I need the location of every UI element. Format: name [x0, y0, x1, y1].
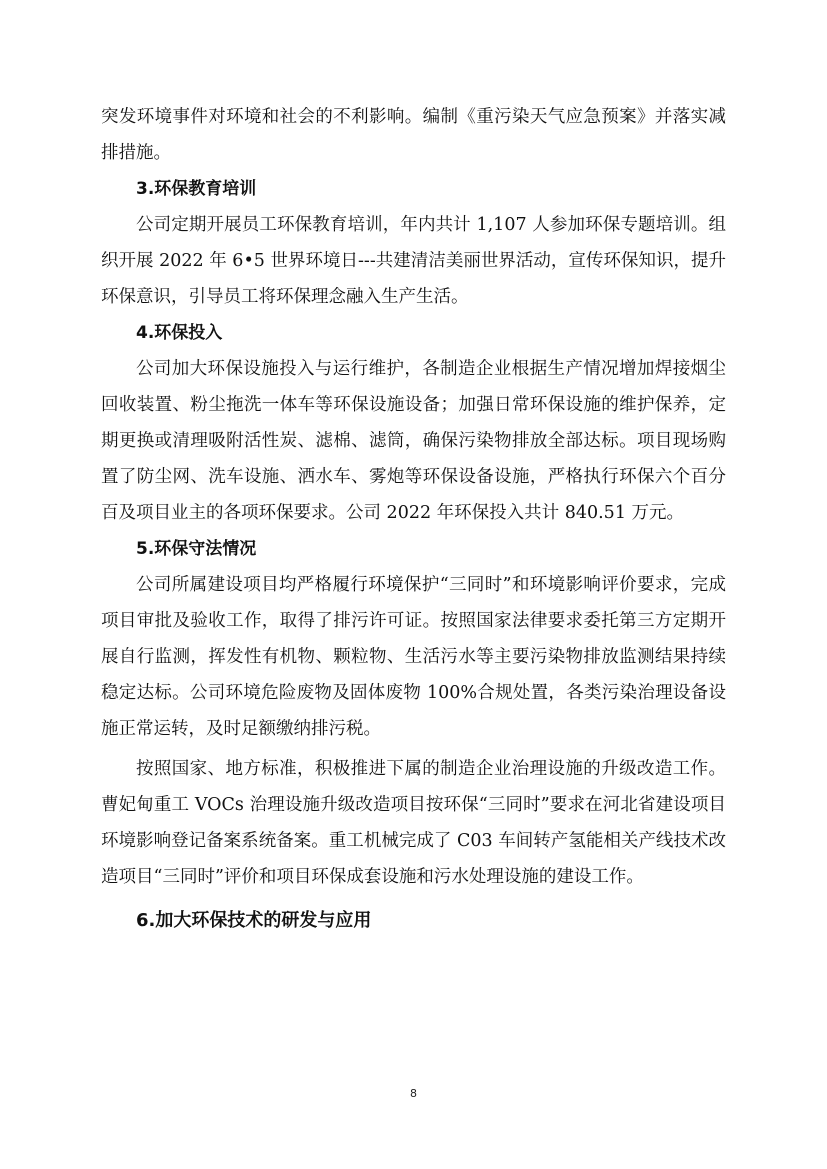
- paragraph-compliance: 公司所属建设项目均严格履行环境保护“三同时”和环境影响评价要求，完成项目审批及验收工作，取得了排污许可证。按照国家法律要求委托第三方定期开展自行监测，挥发性有机物、颗粒物、生活污水等主要污染物排放监测结果持续稳定达标。公司环境危险废物及固体废物 100%合规处置，各类污染治理设备设施正常运转，及时足额缴纳排污税。: [101, 575, 726, 739]
- heading-rnd: 6.加大环保技术的研发与应用: [136, 910, 372, 931]
- heading-education-training: 3.环保教育培训: [136, 179, 257, 199]
- heading-compliance: 5.环保守法情况: [136, 539, 257, 559]
- page-number: 8: [410, 1087, 417, 1100]
- paragraph-investment: 公司加大环保设施投入与运行维护，各制造企业根据生产情况增加焊接烟尘回收装置、粉尘拖洗一体车等环保设施设备；加强日常环保设施的维护保养，定期更换或清理吸附活性炭、滤棉、滤筒，确保污染物排放全部达标。项目现场购置了防尘网、洗车设施、洒水车、雾炮等环保设备设施，严格执行环保六个百分百及项目业主的各项环保要求。公司 2022 年环保投入共计 840.51 万元。: [101, 359, 726, 523]
- paragraph-education-training: 公司定期开展员工环保教育培训，年内共计 1,107 人参加环保专题培训。组织开展 2022 年 6•5 世界环境日---共建清洁美丽世界活动，宣传环保知识，提升环保意识，引导员工将环保理念融入生产生活。: [101, 215, 726, 307]
- page-body: [101, 99, 726, 939]
- paragraph-emergency-plan: 突发环境事件对环境和社会的不利影响。编制《重污染天气应急预案》并落实减排措施。: [101, 107, 726, 163]
- paragraph-upgrade: 按照国家、地方标准，积极推进下属的制造企业治理设施的升级改造工作。曹妃甸重工 VOCs 治理设施升级改造项目按环保“三同时”要求在河北省建设项目环境影响登记备案系统备案。重工机械完成了 C03 车间转产氢能相关产线技术改造项目“三同时”评价和项目环保成套设施和污水处理设施的建设工作。: [101, 759, 726, 887]
- heading-investment: 4.环保投入: [136, 323, 223, 343]
